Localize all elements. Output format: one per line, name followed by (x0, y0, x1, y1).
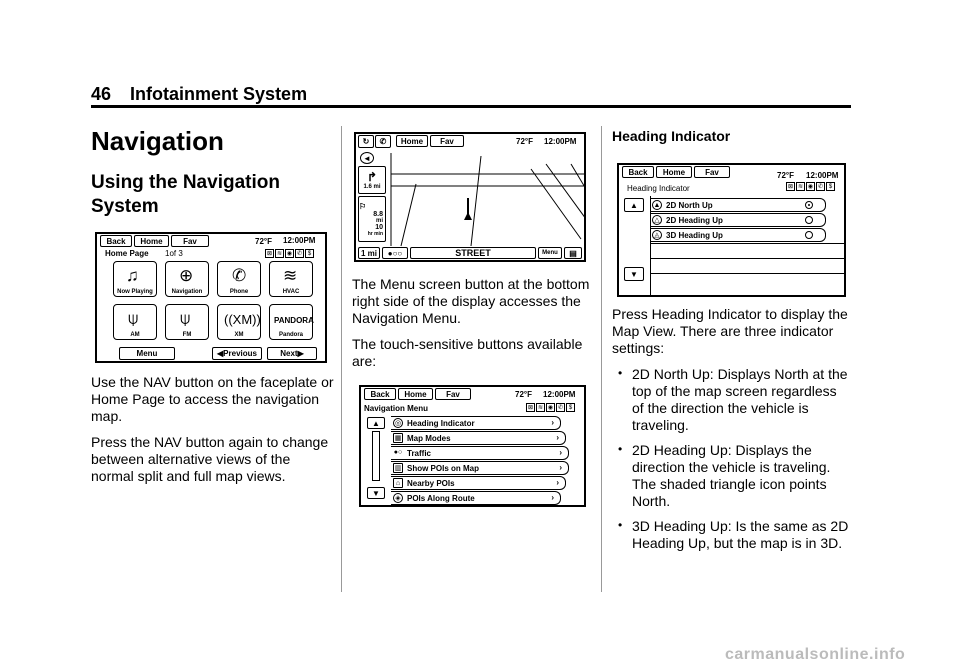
turn-indicator: ↱ 1.6 mi (358, 166, 386, 194)
home-page-screen (95, 232, 327, 363)
route-poi-icon: ◈ (393, 493, 403, 503)
column-divider (601, 126, 602, 592)
xm-tile[interactable] (217, 304, 261, 340)
phone-icon: ✆ (232, 266, 247, 285)
radio-selected-icon (805, 201, 813, 209)
paragraph: The touch-sensitive buttons available are: (352, 336, 583, 369)
radio-icon (805, 216, 813, 224)
option-2d-heading-up[interactable]: △ 2D Heading Up (650, 213, 826, 227)
previous-button[interactable]: ◀ Previous (212, 347, 262, 360)
fav-button[interactable]: Fav (430, 135, 464, 147)
menu-button[interactable]: Menu (119, 347, 175, 360)
heading-icon: △ (652, 215, 662, 225)
paragraph: Press Heading Indicator to display the Map View. There are three indicator settings: (612, 306, 848, 356)
running-header (91, 84, 307, 105)
heading-indicator-screen (617, 163, 846, 297)
traffic-icon: ●○ (393, 449, 403, 456)
paragraph: Press the NAV button again to change between alternative views of the normal split and full map views. (91, 434, 329, 484)
home-button[interactable]: Home (398, 388, 433, 400)
navigation-tile[interactable] (165, 261, 209, 297)
tile-label: FM (182, 332, 192, 338)
chevron-right-icon: › (559, 448, 562, 457)
radio-icon (805, 231, 813, 239)
subsection-heading: Heading Indicator (612, 128, 731, 144)
right-heading (612, 128, 852, 144)
radio-tower-icon: ⍦ (180, 309, 191, 328)
chevron-right-icon: › (551, 418, 554, 427)
back-button[interactable]: Back (364, 388, 396, 400)
compass-icon: ◎ (394, 420, 402, 427)
phone-tile[interactable] (217, 261, 261, 297)
fav-button[interactable]: Fav (694, 166, 730, 178)
bullet-item: • 2D North Up: Displays North at the top of the map screen regardless of the direction the vehicle is traveling. (612, 366, 852, 434)
phone-icon[interactable]: ✆ (375, 135, 391, 148)
page-indicator: 1of 3 (165, 249, 183, 258)
home-button[interactable]: Home (656, 166, 692, 178)
scale-button[interactable]: 1 mi (358, 247, 380, 259)
next-button[interactable]: Next ▶ (267, 347, 317, 360)
turn-right-icon: ↱ (366, 170, 378, 184)
hvac-tile[interactable] (269, 261, 313, 297)
scroll-up-button[interactable]: ▲ (367, 417, 385, 429)
clock: 12:00PM (283, 236, 316, 245)
destination-flag-icon: ⚐ (359, 201, 367, 211)
screen-title: Home Page (105, 249, 149, 258)
paragraph: The Menu screen button at the bottom right side of the display accesses the Navigation Menu. (352, 276, 590, 326)
temperature: 72°F (515, 390, 532, 399)
clock: 12:00PM (543, 390, 576, 399)
temperature: 72°F (255, 237, 272, 246)
screen-title: Heading Indicator (627, 184, 690, 193)
3d-heading-icon: ◬ (652, 230, 662, 240)
header-rule (91, 105, 851, 108)
middle-body (352, 276, 592, 370)
navigation-menu-screen (359, 385, 586, 507)
fm-tile[interactable] (165, 304, 209, 340)
clock: 12:00PM (806, 171, 839, 180)
hvac-icon: ≋ (283, 266, 298, 285)
status-icons: ⊠ ≋ ◉ ✆ $ (526, 403, 575, 412)
trip-info: ⚐ 8.8 mi 10 hr min (358, 196, 386, 242)
traffic-icon[interactable]: ●○○ (382, 247, 408, 259)
map-screen (354, 132, 586, 262)
watermark: carmanualsonline.info (725, 646, 906, 663)
bullet-list (612, 366, 852, 552)
menu-item-heading-indicator[interactable]: ◎ Heading Indicator › (391, 416, 561, 430)
xm-logo-icon: ((XM)) (224, 312, 261, 327)
section-title: Infotainment System (130, 84, 308, 104)
music-icon: ♫ (126, 266, 139, 285)
tile-label: Now Playing (117, 289, 153, 295)
chevron-right-icon: › (556, 478, 559, 487)
list-line (650, 273, 844, 274)
menu-button[interactable]: Menu (538, 247, 562, 259)
chevron-right-icon: › (556, 433, 559, 442)
tile-label: HVAC (282, 289, 300, 295)
page-heading: Navigation (91, 126, 224, 156)
tile-label: Pandora (278, 332, 303, 338)
chevron-right-icon: ▶ (297, 349, 304, 358)
temperature: 72°F (777, 171, 794, 180)
home-button[interactable]: Home (134, 235, 169, 247)
scroll-up-button[interactable]: ▲ (624, 198, 644, 212)
menu-item-traffic[interactable]: ●○ Traffic › (391, 446, 569, 460)
now-playing-tile[interactable] (113, 261, 157, 297)
globe-icon: ⊕ (179, 266, 194, 285)
option-2d-north-up[interactable]: ▲ 2D North Up (650, 198, 826, 212)
left-column (91, 126, 336, 219)
list-line (650, 243, 844, 244)
am-tile[interactable] (113, 304, 157, 340)
page-number: 46 (91, 84, 112, 104)
column-divider (341, 126, 342, 592)
poi-icon: ▥ (394, 465, 402, 472)
map-roads (356, 134, 586, 262)
back-button[interactable]: Back (100, 235, 132, 247)
menu-item-map-modes[interactable]: ▦ Map Modes › (391, 431, 566, 445)
home-button[interactable]: Home (396, 135, 428, 147)
chevron-right-icon: › (551, 493, 554, 502)
menu-item-show-pois[interactable]: ▥ Show POIs on Map › (391, 461, 569, 475)
tile-label: AM (130, 332, 140, 338)
map-view-icon[interactable]: ▤ (564, 247, 582, 259)
back-arrow-icon[interactable]: ◄ (360, 152, 374, 164)
fav-button[interactable]: Fav (171, 235, 209, 247)
tile-label: XM (234, 332, 244, 338)
back-button[interactable]: Back (622, 166, 654, 178)
temperature: 72°F (516, 137, 533, 146)
pandora-tile[interactable] (269, 304, 313, 340)
status-icons: ⊠ ≋ ◉ ✆ $ (265, 249, 314, 258)
scroll-down-button[interactable]: ▼ (367, 487, 385, 499)
rotate-icon[interactable]: ↻ (358, 135, 374, 148)
nearby-poi-icon: ⌂ (393, 478, 403, 488)
tile-label: Navigation (171, 289, 203, 295)
status-icons: ⊠ ≋ ◉ ✆ $ (786, 182, 835, 191)
bullet-item: • 2D Heading Up: Displays the direction the vehicle is traveling. The shaded triangle icon points North. (612, 442, 852, 510)
fav-button[interactable]: Fav (435, 388, 471, 400)
chevron-left-icon: ◀ (217, 349, 224, 358)
scrollbar[interactable] (372, 431, 380, 481)
bullet-item: • 3D Heading Up: Is the same as 2D Heading Up, but the map is in 3D. (612, 518, 852, 552)
north-icon: ▲ (653, 202, 661, 209)
street-name: STREET (410, 247, 536, 259)
paragraph: Use the NAV button on the faceplate or Home Page to access the navigation map. (91, 374, 334, 424)
menu-item-nearby-pois[interactable]: ⌂ Nearby POIs › (391, 476, 566, 490)
radio-tower-icon: ⍦ (128, 309, 139, 328)
list-line (650, 258, 844, 259)
tile-label: Phone (229, 289, 249, 295)
pandora-logo-icon: PANDORA (274, 316, 314, 325)
chevron-right-icon: › (559, 463, 562, 472)
menu-item-pois-along-route[interactable]: ◈ POIs Along Route › (391, 491, 561, 505)
scroll-down-button[interactable]: ▼ (624, 267, 644, 281)
clock: 12:00PM (544, 137, 577, 146)
right-body (612, 306, 852, 560)
left-body (91, 374, 336, 485)
map-modes-icon: ▦ (394, 435, 402, 442)
option-3d-heading-up[interactable]: ◬ 3D Heading Up (650, 228, 826, 242)
screen-title: Navigation Menu (364, 404, 429, 413)
section-subheading: Using the Navigation System (91, 172, 280, 217)
